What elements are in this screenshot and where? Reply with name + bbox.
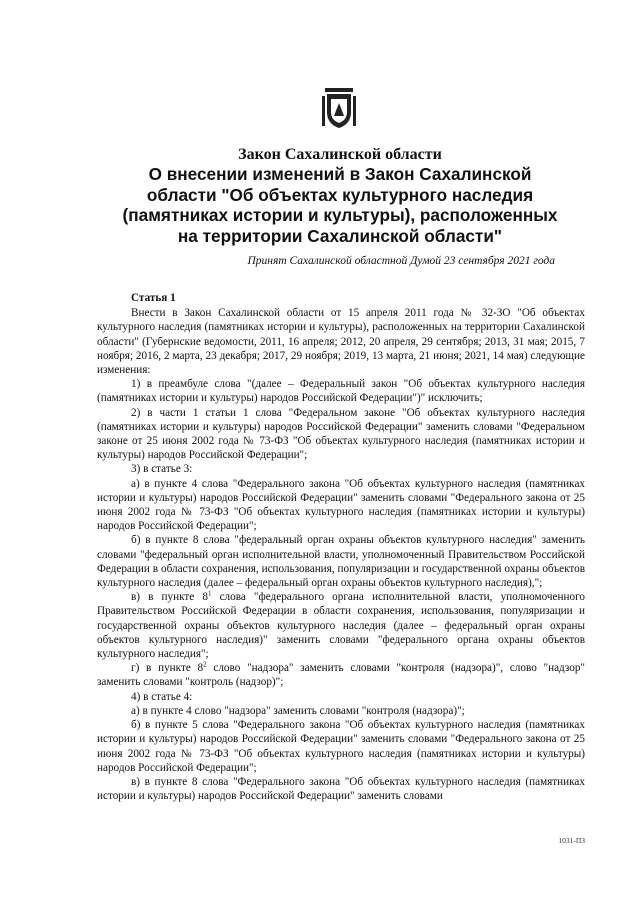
paragraph-item-3a: а) в пункте 4 слова "Федерального закона "Об объектах культурного наследия (памятниках истории и культуры) народов Российской Федерации" заменить словами "Федерального закона от 25 июня 2002 года № 73-ФЗ "Об объектах культурного наследия (памятниках истории и культуры) народов Российской Федерации"; bbox=[97, 477, 585, 533]
law-title-line-4: на территории Сахалинской области" bbox=[177, 225, 503, 246]
coat-of-arms-icon bbox=[321, 86, 357, 130]
paragraph-item-4a: а) в пункте 4 слово "надзора" заменить словами "контроля (надзора)"; bbox=[131, 704, 465, 717]
item-3g-text: слово "надзора" заменить словами "контроля (надзора)", слово "надзор" заменить словами "контроль (надзор)"; bbox=[97, 662, 585, 689]
law-type: Закон Сахалинской области bbox=[238, 146, 442, 163]
law-title-line-1: О внесении изменений в Закон Сахалинской bbox=[148, 164, 532, 184]
paragraph-item-3v bbox=[97, 590, 585, 661]
document-body bbox=[97, 291, 585, 803]
article-heading: Статья 1 bbox=[131, 292, 176, 304]
paragraph-item-4b: б) в пункте 5 слова "Федерального закона "Об объектах культурного наследия (памятниках истории и культуры) народов Российской Федерации" заменить словами "Федерального закона от 25 июня 2002 года № 73-ФЗ "Об объектах культурного наследия (памятниках истории и культуры) народов Российской Федерации"; bbox=[97, 719, 585, 774]
item-3g-prefix: г) в пункте 8 bbox=[131, 662, 204, 675]
paragraph-item-3b: б) в пункте 8 слова "федеральный орган охраны объектов культурного наследия" заменить словами "федеральный орган исполнительной власти, уполномоченный Правительством Российской Федерации в области сохранения, использования, популяризации и государственной охраны объектов культурного наследия (далее – федеральный орган охраны объектов культурного наследия),"; bbox=[97, 534, 585, 590]
paragraph-item-2: 2) в части 1 статьи 1 слова "Федеральном законе "Об объектах культурного наследия (памятниках истории и культуры) народов Российской Федерации" заменить словами "Федеральном законе от 25 июня 2002 года № 73-ФЗ "Об объектах культурного наследия (памятниках истории и культуры) народов Российской Федерации"; bbox=[97, 406, 585, 462]
item-3g-superscript: 2 bbox=[203, 660, 207, 669]
paragraph-item-4: 4) в статье 4: bbox=[131, 690, 193, 703]
paragraph-intro: Внести в Закон Сахалинской области от 15 апреля 2011 года № 32-ЗО "Об объектах культурного наследия (памятниках истории и культуры), расположенных на территории Сахалинской области" (Губернские ведомости, 2011, 16 апреля; 2012, 20 апреля, 29 сентября; 2013, 31 мая; 2015, 7 ноября; 2016, 2 марта, 23 декабря; 2017, 29 ноября; 2019, 13 марта, 21 июня; 2021, 14 мая) следующие изменения: bbox=[97, 307, 585, 377]
document-code: 1031-ПЗ bbox=[558, 836, 585, 845]
law-title-line-3: (памятниках истории и культуры), расположенных bbox=[122, 205, 558, 225]
paragraph-item-4v: в) в пункте 8 слова "Федерального закона "Об объектах культурного наследия (памятниках истории и культуры) народов Российской Федерации" заменить словами bbox=[97, 775, 585, 803]
law-title-line-2: области "Об объектах культурного наследия bbox=[146, 184, 534, 205]
law-title-block bbox=[110, 145, 570, 246]
item-3v-prefix: в) в пункте 8 bbox=[131, 591, 208, 604]
item-3v-text: слова "федерального органа исполнительной власти, уполномоченного Правительством Российской Федерации в области сохранения, использования, популяризации и государственной охраны объектов культурного наследия (далее – федеральный орган охраны объектов культурного наследия)" заменить словами "федерального органа охраны объектов культурного наследия"; bbox=[97, 591, 585, 661]
paragraph-item-3: 3) в статье 3: bbox=[131, 463, 193, 476]
adoption-note: Принят Сахалинской областной Думой 23 сентября 2021 года bbox=[247, 255, 555, 267]
item-3v-superscript: 1 bbox=[207, 589, 212, 598]
paragraph-item-1: 1) в преамбуле слова "(далее – Федеральный закон "Об объектах культурного наследия (памятниках истории и культуры) народов Российской Федерации")" исключить; bbox=[97, 378, 585, 405]
paragraph-item-3g bbox=[97, 661, 585, 689]
